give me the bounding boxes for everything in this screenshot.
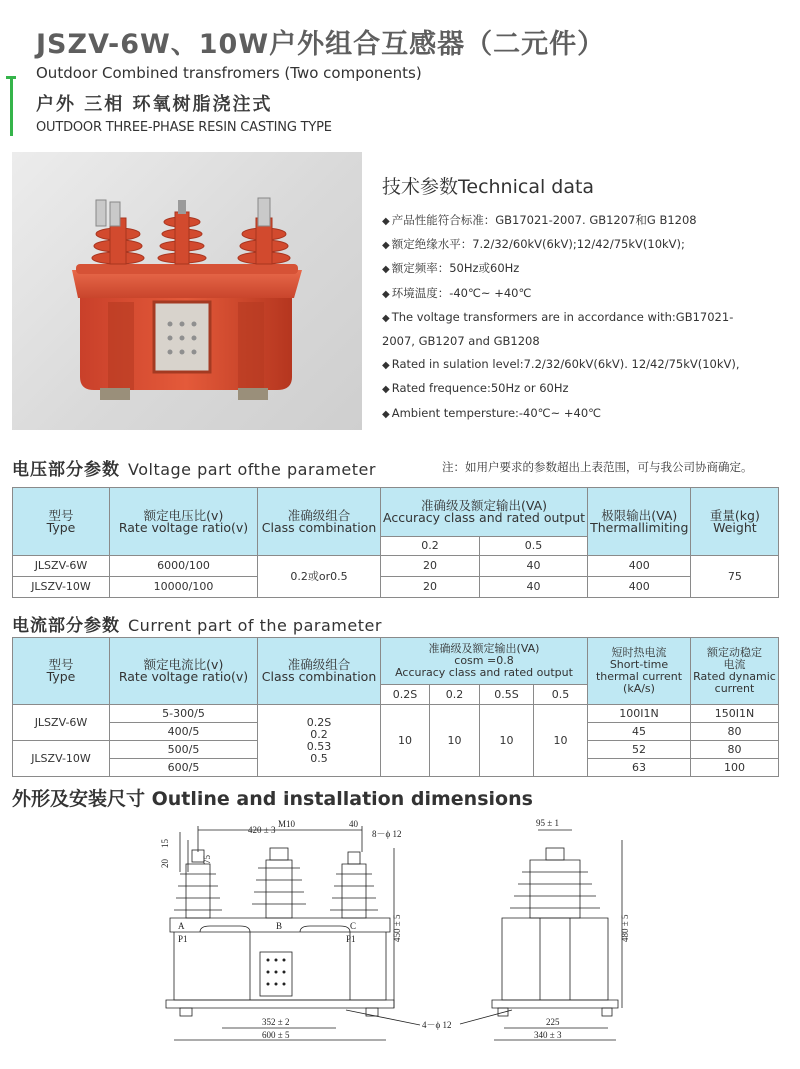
bullet-icon: ◆	[382, 216, 390, 227]
p1-right-label: P1	[346, 934, 356, 944]
product-photo	[12, 152, 362, 430]
header-accuracy: 准确级及额定输出(VA) cosm =0.8 Accuracy class and rated output	[381, 638, 588, 685]
table-row: JLSZV-6W 6000/100 0.2或or0.5 20 40 400 75	[13, 556, 779, 577]
bullet-icon: ◆	[382, 288, 390, 300]
header-thermal: 短时热电流 Short-time thermal current (kA/s)	[588, 638, 691, 705]
header-class: 准确级组合 Class combination	[258, 488, 381, 556]
tech-item: 2007, GB1207 and GB1208	[382, 334, 540, 349]
header-weight: 重量(kg) Weight	[691, 488, 779, 556]
sub-header: 0.5S	[480, 685, 534, 705]
tech-item: ◆ 环境温度：-40℃~ +40℃	[382, 285, 532, 300]
dim-15: 15	[160, 839, 170, 848]
dim-340: 340 ± 3	[534, 1030, 562, 1040]
bullet-icon: ◆	[382, 312, 390, 324]
voltage-table	[12, 487, 779, 598]
dim-95: 95 ± 1	[536, 818, 559, 828]
outline-drawing	[160, 812, 640, 1062]
dim-4phi12: 4－ϕ 12	[422, 1020, 452, 1030]
dim-225: 225	[546, 1017, 560, 1027]
p1-left-label: P1	[178, 934, 188, 944]
accent-bar	[10, 78, 13, 136]
dimensions-title: 外形及安装尺寸 Outline and installation dimensions	[12, 788, 533, 810]
bullet-icon: ◆	[382, 360, 390, 372]
header-ratio: 额定电流比(v) Rate voltage ratio(v)	[110, 638, 258, 705]
sub-header: 0.2	[381, 537, 480, 556]
page-title-en: Outdoor Combined transfromers (Two components)	[36, 64, 422, 82]
dim-75: 75	[202, 855, 212, 864]
table-row: JLSZV-10W 500/5 52 80	[13, 741, 779, 759]
technical-title: 技术参数Technical data	[382, 176, 595, 198]
header-class: 准确级组合 Class combination	[258, 638, 381, 705]
dim-450: 450 ± 5	[392, 914, 402, 942]
sub-header: 0.5	[534, 685, 588, 705]
page-subtitle-en: OUTDOOR THREE-PHASE RESIN CASTING TYPE	[36, 120, 332, 135]
weight-value: 75	[691, 556, 779, 598]
tech-item: ◆ Rated frequence:50Hz or 60Hz	[382, 381, 569, 396]
class-values: 0.2S 0.2 0.53 0.5	[258, 705, 381, 777]
table-row: JLSZV-6W 5-300/5 0.2S 0.2 0.53 0.5 10 10 10 10 100I1N 150I1N	[13, 705, 779, 723]
phase-a-label: A	[178, 921, 185, 931]
phase-b-label: B	[276, 921, 283, 931]
current-section-title: 电流部分参数 Current part of the parameter	[12, 616, 382, 636]
bullet-icon: ◆	[382, 264, 390, 276]
tech-item: ◆ 额定频率：50Hz或60Hz	[382, 261, 520, 276]
sub-header: 0.2S	[381, 685, 430, 705]
voltage-note: 注：如用户要求的参数超出上表范围，可与我公司协商确定。	[442, 460, 753, 474]
header-limit: 极限输出(VA) Thermallimiting	[588, 488, 691, 556]
dim-420: 420 ± 3	[248, 825, 276, 835]
technical-data	[382, 172, 782, 426]
header-type: 型号 Type	[13, 488, 110, 556]
dim-8phi12: 8－ϕ 12	[372, 829, 402, 839]
tech-item: ◆ Rated in sulation level:7.2/32/60kV(6kV). 12/42/75kV(10kV),	[382, 357, 740, 372]
table-row: 400/5 45 80	[13, 723, 779, 741]
table-row: 600/5 63 100	[13, 759, 779, 777]
sub-header: 0.2	[430, 685, 480, 705]
header-type: 型号 Type	[13, 638, 110, 705]
tech-item: ◆ The voltage transformers are in accordance with:GB17021-	[382, 309, 734, 324]
class-value: 0.2或or0.5	[258, 556, 381, 598]
dim-40: 40	[349, 819, 358, 829]
bullet-icon: ◆	[382, 240, 390, 252]
dim-20: 20	[160, 859, 170, 868]
voltage-section-title: 电压部分参数 Voltage part ofthe parameter	[12, 460, 376, 480]
tech-item: ◆ 额定绝缘水平：7.2/32/60kV(6kV);12/42/75kV(10kV);	[382, 237, 685, 252]
phase-c-label: C	[350, 921, 357, 931]
bullet-icon: ◆	[382, 408, 390, 420]
header-ratio: 额定电压比(v) Rate voltage ratio(v)	[110, 488, 258, 556]
current-table	[12, 637, 779, 777]
page-subtitle: 户外 三相 环氧树脂浇注式	[36, 94, 273, 115]
bullet-icon: ◆	[382, 384, 390, 396]
page-title: JSZV-6W、10W户外组合互感器（二元件）	[36, 29, 606, 60]
tech-item: ◆ Ambient tempersture:-40℃~ +40℃	[382, 405, 602, 420]
header-accuracy: 准确级及额定输出(VA) Accuracy class and rated output	[381, 488, 588, 537]
sub-header: 0.5	[480, 537, 588, 556]
header-dynamic: 额定动稳定 电流 Rated dynamic current	[691, 638, 779, 705]
dim-352: 352 ± 2	[262, 1017, 290, 1027]
table-row: JLSZV-10W 10000/100 20 40 400	[13, 577, 779, 598]
tech-item: ◆ 产品性能符合标准：GB17021-2007. GB1207和G B1208	[382, 213, 697, 227]
dim-480: 480 ± 5	[620, 914, 630, 942]
dim-m10: M10	[278, 819, 296, 829]
dim-600: 600 ± 5	[262, 1030, 290, 1040]
